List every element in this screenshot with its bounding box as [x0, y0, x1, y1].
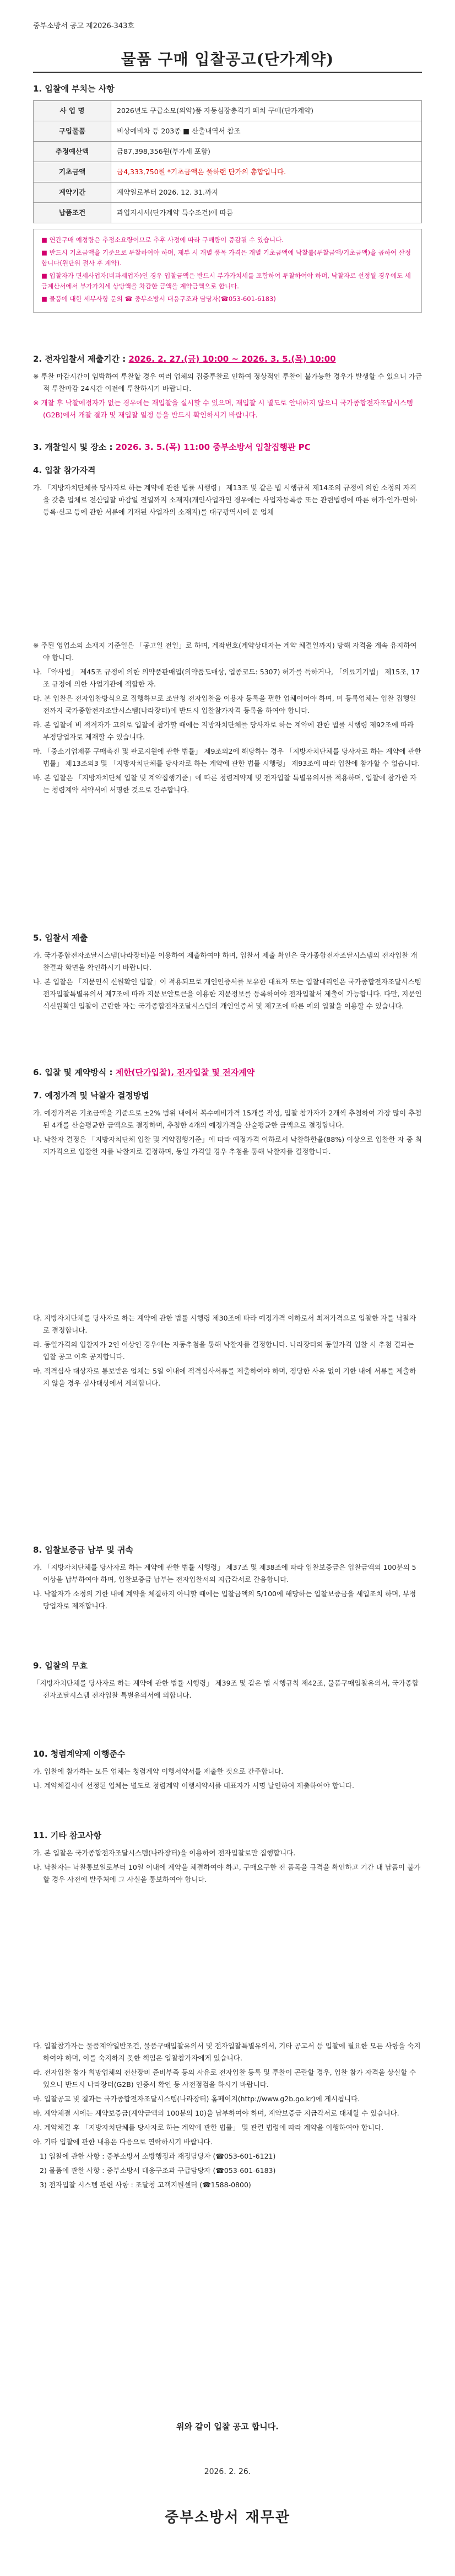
contact-line: 3) 전자입찰 시스템 관련 사항 : 조달청 고객지원센터 (☎1588-0800)	[40, 2181, 251, 2189]
sec7-body	[33, 1107, 422, 1160]
page-title: 물품 구매 입찰공고(단가계약)	[121, 50, 334, 68]
table-row	[34, 183, 422, 203]
sec4-heading: 4. 입찰 참가자격	[33, 465, 96, 475]
row-key: 기초금액	[34, 162, 111, 183]
sec5-item: 가. 국가종합전자조달시스템(나라장터)을 이용하여 제출하여야 하며, 입찰서 제출 확인은 국가종합전자조달시스템의 전자입찰 개찰결과 화면을 확인하시기 바랍니다.	[33, 951, 418, 972]
sec7-body-cont	[33, 1312, 422, 1392]
sec11-item: 바. 계약체결 시에는 계약보증금(계약금액의 100분의 10)을 납부하여야 하며, 계약보증금 지급각서로 대체할 수 있습니다.	[33, 2109, 399, 2117]
sec4-item-ga: 가. 「지방자치단체를 당사자로 하는 계약에 관한 법률 시행령」 제13조 및 같은 법 시행규칙 제14조의 규정에 의한 소정의 자격을 갖춘 업체로 전산입찰 마감일 전일까지 소재지(개인사업자인 경우에는 사업자등록증 또는 관련법령에 따른 허가·인가·면허·등록·신고 등에 관한 서류에 기재된 사업자의 소재지)를 대구광역시에 둔 업체	[33, 484, 418, 516]
row-value: 금87,398,356원(부가세 포함)	[111, 142, 422, 162]
sec9-body	[33, 1677, 422, 1704]
sec8-item: 가. 「지방자치단체를 당사자로 하는 계약에 관한 법률 시행령」 제37조 및 제38조에 따라 입찰보증금은 입찰금액의 100분의 5 이상을 납부하여야 하며, 입찰보증금 납부는 전자입찰서의 지급각서로 갈음합니다.	[33, 1563, 416, 1584]
sec5-item: 나. 본 입찰은 「지문인식 신원확인 입찰」이 적용되므로 개인인증서를 보유한 대표자 또는 입찰대리인은 국가종합전자조달시스템 전자입찰특별유의서 제7조에 따라 지문보안토큰을 이용한 지문정보를 등록하여야 전자입찰서 제출이 가능합니다. 다만, 지문인식신원확인 입찰이 곤란한 자는 국가종합전자조달시스템의 개인인증서 및 제7조에 따른 예외 입찰을 이용할 수 있습니다.	[33, 978, 422, 1010]
sec3-heading-wrap	[33, 441, 311, 453]
sec11-body-cont	[33, 2040, 422, 2193]
sec2-line: ※ 투찰 마감시간이 임박하여 투찰할 경우 여러 업체의 집중투찰로 인하여 정상적인 투찰이 불가능한 경우가 발생할 수 있으니 가급적 투찰마감 24시간 이전에 투찰하시기 바랍니다.	[33, 372, 422, 393]
sec7-item: 다. 지방자치단체를 당사자로 하는 계약에 관한 법률 시행령 제30조에 따라 예정가격 이하로서 최저가격으로 입찰한 자를 낙찰자로 결정합니다.	[33, 1314, 416, 1334]
issuer-signature: 중부소방서 재무관	[165, 2509, 290, 2526]
row-value: 비상예비차 등 203종 ■ 산출내역서 참조	[111, 121, 422, 142]
row-key: 납품조건	[34, 203, 111, 223]
sec4-item: 나. 「약사법」 제45조 규정에 의한 의약품판매업(의약품도매상, 업종코드: 5307) 허가를 득하거나, 「의료기기법」 제15조, 17조 규정에 의한 사업기관에 적합한 자.	[33, 668, 420, 688]
sec10-item: 나. 계약체결시에 선정된 업체는 별도로 청렴계약 이행서약서를 대표자가 서명 날인하여 제출하여야 합니다.	[33, 1781, 354, 1790]
sec11-item: 마. 입찰공고 및 결과는 국가종합전자조달시스템(나라장터) 홈페이지(http://www.g2b.go.kr)에 게시됩니다.	[33, 2095, 360, 2103]
row-key: 구입물품	[34, 121, 111, 142]
sec8-heading: 8. 입찰보증금 납부 및 귀속	[33, 1545, 133, 1555]
sec7-item: 가. 예정가격은 기초금액을 기준으로 ±2% 범위 내에서 복수예비가격 15개를 작성, 입찰 참가자가 2개씩 추첨하여 가장 많이 추첨된 4개를 산술평균한 금액으로 결정하며, 추첨한 4개의 예정가격을 산술평균한 금액으로 결정합니다.	[33, 1109, 422, 1129]
sec8-item: 나. 낙찰자가 소정의 기한 내에 계약을 체결하지 아니할 때에는 입찰금액의 5/100에 해당하는 입찰보증금을 세입조치 하며, 부정당업자로 제재합니다.	[33, 1590, 416, 1610]
sec9-heading: 9. 입찰의 무효	[33, 1661, 88, 1671]
notes-box	[33, 229, 422, 313]
row-value: 2026년도 구급소모(의약)품 자동심장충격기 패치 구매(단가계약)	[111, 101, 422, 121]
sec7-item: 나. 낙찰자 결정은 「지방자치단체 입찰 및 계약집행기준」에 따라 예정가격 이하로서 낙찰하한율(88%) 이상으로 입찰한 자 중 최저가격으로 입찰한 자를 낙찰자로 결정하며, 동일 가격일 경우 추첨을 통해 낙찰자를 결정합니다.	[33, 1135, 422, 1156]
sec2-heading: 2. 전자입찰서 제출기간 :	[33, 354, 126, 364]
row-value: 금4,333,750원 *기초금액은 풀하랜 단가의 총합입니다.	[111, 162, 422, 183]
sec8-body	[33, 1561, 422, 1614]
sec4-body	[33, 482, 422, 520]
sec4-list	[33, 640, 422, 798]
sec5-body	[33, 949, 422, 1015]
sec2-heading-wrap	[33, 353, 336, 364]
sec4-item: ※ 주된 영업소의 소재지 기준일은 「공고일 전일」로 하며, 계좌번호(계약상대자는 계약 체결일까지) 당해 자격을 계속 유지하여야 합니다.	[33, 641, 417, 662]
sec11-body	[33, 1847, 422, 1888]
sec2-body	[33, 371, 422, 423]
row-key: 추정예산액	[34, 142, 111, 162]
bid-info-table	[33, 100, 422, 223]
sec4-item: 다. 본 입찰은 전자입찰방식으로 집행하므로 조달청 전자입찰을 이용자 등록을 필한 업체이어야 하며, 미 등록업체는 입찰 집행일 전까지 국가종합전자조달시스템(나라장터)에 반드시 입찰참가자격 등록을 하여야 합니다.	[33, 694, 416, 715]
row-key: 사 업 명	[34, 101, 111, 121]
notice-date: 2026. 2. 26.	[204, 2467, 251, 2476]
sec6-heading: 6. 입찰 및 계약방식 :	[33, 1067, 113, 1077]
sec11-item: 아. 기타 입찰에 관한 내용은 다음으로 연락하시기 바랍니다.	[33, 2138, 213, 2146]
sec7-heading: 7. 예정가격 및 낙찰자 결정방법	[33, 1091, 149, 1101]
sec7-item: 라. 동일가격의 입찰자가 2인 이상인 경우에는 자동추첨을 통해 낙찰자를 결정합니다. 나라장터의 동일가격 입찰 시 추첨 결과는 입찰 공고 이후 공지합니다.	[33, 1340, 414, 1361]
title-divider	[33, 72, 422, 73]
table-row	[34, 142, 422, 162]
sec11-item: 사. 계약체결 후 「지방자치단체를 당사자로 하는 계약에 관한 법률」 및 관련 법령에 따라 계약을 이행하여야 합니다.	[33, 2123, 383, 2132]
sec2-line: ※ 개찰 후 낙찰예정자가 없는 경우에는 재입찰을 실시할 수 있으며, 재입찰 시 별도로 안내하지 않으니 국가종합전자조달시스템(G2B)에서 개찰 결과 및 재입찰 일정 등을 반드시 확인하시기 바랍니다.	[33, 399, 413, 419]
sec1-table-wrap	[33, 100, 422, 313]
row-value: 계약일로부터 2026. 12. 31.까지	[111, 183, 422, 203]
table-row	[34, 101, 422, 121]
sec10-item: 가. 입찰에 참가하는 모든 업체는 청렴계약 이행서약서를 제출한 것으로 간주합니다.	[33, 1767, 284, 1775]
sec10-heading: 10. 청렴계약제 이행준수	[33, 1749, 126, 1759]
sec3-heading: 3. 개찰일시 및 장소 :	[33, 442, 113, 452]
sec4-item: 라. 본 입찰에 비 적격자가 고의로 입찰에 참가할 때에는 지방자치단체를 당사자로 하는 계약에 관한 법률 시행령 제92조에 따라 부정당업자로 제재할 수 있습니다.	[33, 721, 414, 741]
sec11-item: 라. 전자입찰 참가 희망업체의 전산장비 준비부족 등의 사유로 전자입찰 등록 및 투찰이 곤란할 경우, 입찰 참가 자격을 상실할 수 있으니 반드시 나라장터(G2B) 인증서 확인 등 사전점검을 하시기 바랍니다.	[33, 2068, 416, 2089]
sec11-item: 가. 본 입찰은 국가종합전자조달시스템(나라장터)을 이용하여 전자입찰로만 집행합니다.	[33, 1849, 296, 1857]
note-item: ■ 반드시 기초금액을 기준으로 투찰하여야 하며, 제부 시 개별 품목 가격은 개별 기초금액에 낙찰률(투찰금액/기초금액)을 곱하여 산정합니다(원단위 절사 후 계약).	[41, 249, 411, 267]
sec10-body	[33, 1765, 422, 1794]
table-row	[34, 162, 422, 183]
sec4-item: 마. 「중소기업제품 구매촉진 및 판로지원에 관한 법률」 제9조의2에 해당하는 경우 「지방자치단체를 당사자로 하는 계약에 관한 법률」 제13조의3 및 「지방자치단체를 당사자로 하는 계약에 관한 법률 시행령」 제93조에 따라 입찰에 참가할 수 없습니다.	[33, 747, 421, 768]
row-value: 과업지시서(단가계약 특수조건)에 따름	[111, 203, 422, 223]
sec11-item: 다. 입찰참가자는 물품계약일반조건, 물품구매입찰유의서 및 전자입찰특별유의서, 기타 공고서 등 입찰에 필요한 모든 사항을 숙지하여야 하며, 이를 숙지하지 못한 책임은 입찰참가자에게 있습니다.	[33, 2042, 421, 2062]
sec1-heading: 1. 입찰에 부치는 사항	[33, 84, 115, 94]
note-item: ■ 연간구매 예정량은 추정소요량이므로 추후 사정에 따라 구매량이 증감될 수 있습니다.	[41, 236, 284, 244]
note-item: ■ 입찰자가 면세사업자(비과세업자)인 경우 입찰금액은 반드시 부가가치세를 포함하여 투찰하여야 하며, 낙찰자로 선정될 경우에도 세금계산서에서 부가가치세 상당액을 차감한 금액을 계약금액으로 합니다.	[41, 272, 411, 290]
table-row	[34, 121, 422, 142]
sec7-item: 마. 적격심사 대상자로 통보받은 업체는 5일 이내에 적격심사서류를 제출하여야 하며, 정당한 사유 없이 기한 내에 서류를 제출하지 않을 경우 심사대상에서 제외합니다.	[33, 1367, 416, 1387]
row-key: 계약기간	[34, 183, 111, 203]
sec5-heading: 5. 입찰서 제출	[33, 933, 88, 943]
sec11-heading: 11. 기타 참고사항	[33, 1831, 101, 1840]
sec11-item: 나. 낙찰자는 낙찰통보일로부터 10일 이내에 계약을 체결하여야 하고, 구매요구한 전 품목을 규격을 확인하고 기간 내 납품이 불가할 경우 사전에 발주처에 그 사실을 통보하여야 합니다.	[33, 1863, 421, 1883]
notice-number: 중부소방서 공고 제2026-343호	[33, 22, 134, 30]
closing-text: 위와 같이 입찰 공고 합니다.	[176, 2422, 279, 2432]
sec4-item: 바. 본 입찰은 「지방자치단체 입찰 및 계약집행기준」에 따른 청렴계약제 및 전자입찰 특별유의서를 적용하며, 입찰에 참가한 자는 청렴계약 서약서에 서명한 것으로 간주합니다.	[33, 774, 417, 794]
note-item: ■ 물품에 대한 세부사항 문의 ☎ 중부소방서 대응구조과 담당자(☎053-601-6183)	[41, 295, 276, 303]
table-row	[34, 203, 422, 223]
sec6-value: 제한(단가입찰), 전자입찰 및 전자계약	[115, 1067, 255, 1077]
contact-line: 2) 물품에 관한 사항 : 중부소방서 대응구조과 구급담당자 (☎053-601-6183)	[40, 2166, 276, 2175]
sec9-item: 「지방자치단체를 당사자로 하는 계약에 관한 법률 시행령」 제39조 및 같은 법 시행규칙 제42조, 물품구매입찰유의서, 국가종합전자조달시스템 전자입찰 특별유의서에 의합니다.	[33, 1679, 419, 1699]
contact-line: 1) 입찰에 관한 사항 : 중부소방서 소방행정과 재정담당자 (☎053-601-6121)	[40, 2152, 276, 2160]
sec6-heading-wrap	[33, 1066, 254, 1078]
sec2-period: 2026. 2. 27.(금) 10:00 ~ 2026. 3. 5.(목) 10:00	[128, 354, 336, 364]
sec3-value: 2026. 3. 5.(목) 11:00 중부소방서 입찰집행관 PC	[115, 442, 311, 452]
